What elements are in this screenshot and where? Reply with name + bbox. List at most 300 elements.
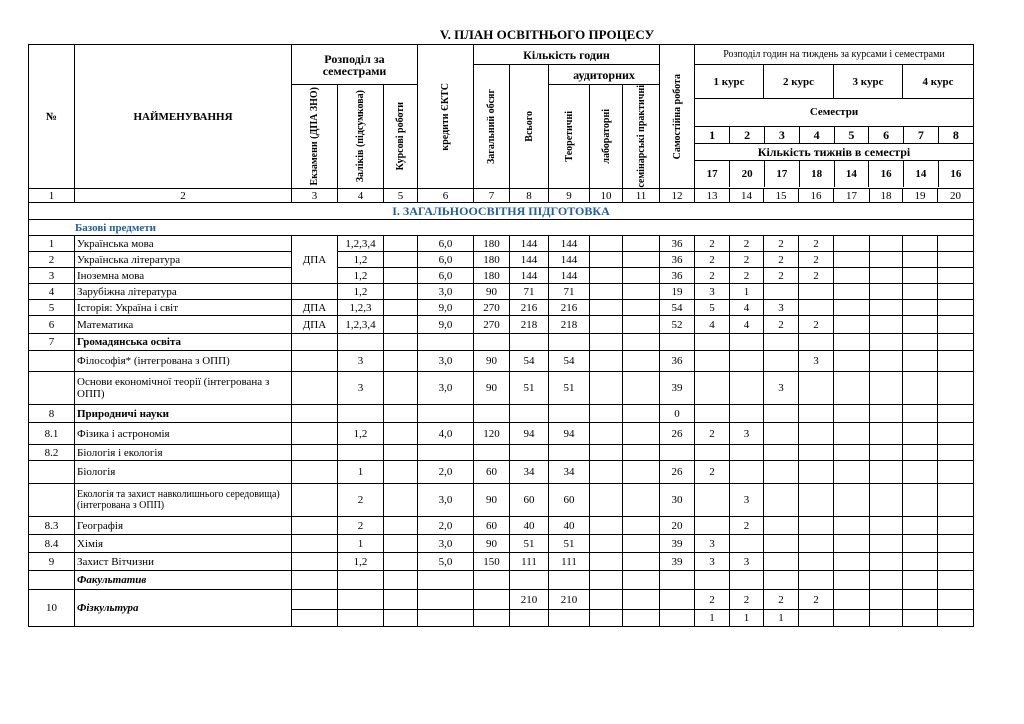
- semester-hours-cell: [834, 300, 870, 316]
- ects-cell: 3,0: [418, 372, 474, 405]
- theory-cell: 216: [549, 300, 590, 316]
- seminars-cell: [623, 484, 660, 517]
- semester-hours-cell: 2: [764, 268, 799, 284]
- header-labs: лабораторні: [590, 85, 623, 189]
- header-seminars: семінарські практичні: [623, 85, 660, 189]
- table-row: [29, 571, 974, 590]
- table-row: [29, 351, 974, 372]
- semester-hours-cell: [799, 300, 834, 316]
- coursework-cell: [384, 284, 418, 300]
- semester-hours-cell: 2: [695, 252, 730, 268]
- subject-name: Біологія і екологія: [75, 445, 292, 461]
- semester-hours-cell: [834, 517, 870, 535]
- independent-cell: 26: [660, 461, 695, 484]
- semester-weeks: 16: [869, 160, 904, 187]
- semester-block: [695, 99, 974, 189]
- subject-name: Географія: [75, 517, 292, 535]
- semester-hours-cell: [903, 405, 938, 423]
- semesters-label: Семестри: [695, 99, 973, 126]
- semester-hours-cell: [938, 535, 974, 553]
- pass-cell: 1,2: [338, 284, 384, 300]
- semester-hours-cell: [903, 517, 938, 535]
- all-cell: 71: [510, 284, 549, 300]
- seminars-cell: [623, 284, 660, 300]
- semester-hours-cell: [799, 372, 834, 405]
- exam-cell: [292, 517, 338, 535]
- seminars-cell: [623, 252, 660, 268]
- coursework-cell: [384, 461, 418, 484]
- pass-cell: 1,2,3,4: [338, 236, 384, 252]
- all-cell: [510, 445, 549, 461]
- row-number: [29, 351, 75, 372]
- semester-hours-cell: 1: [764, 610, 799, 627]
- all-cell: 51: [510, 535, 549, 553]
- theory-cell: 94: [549, 423, 590, 445]
- column-number: 5: [384, 189, 418, 203]
- header-weekly: Розподіл годин на тиждень за курсами і семестрами: [695, 45, 974, 65]
- ects-cell: 9,0: [418, 300, 474, 316]
- ects-cell: 9,0: [418, 316, 474, 334]
- independent-cell: 36: [660, 351, 695, 372]
- labs-cell: [590, 445, 623, 461]
- semester-hours-cell: [730, 461, 764, 484]
- exam-cell: [292, 461, 338, 484]
- seminars-cell: [623, 372, 660, 405]
- all-cell: 210: [510, 590, 549, 610]
- ects-cell: 6,0: [418, 252, 474, 268]
- theory-cell: 71: [549, 284, 590, 300]
- theory-cell: 51: [549, 372, 590, 405]
- semester-hours-cell: [834, 445, 870, 461]
- total-cell: 90: [474, 372, 510, 405]
- row-number: 10: [29, 590, 75, 627]
- exam-cell: ДПА: [292, 300, 338, 316]
- semester-hours-cell: [834, 268, 870, 284]
- column-number: 2: [75, 189, 292, 203]
- semester-hours-cell: [695, 445, 730, 461]
- semester-hours-cell: 3: [730, 423, 764, 445]
- independent-cell: 39: [660, 372, 695, 405]
- subject-name: Захист Вітчизни: [75, 553, 292, 571]
- all-cell: 54: [510, 351, 549, 372]
- semester-hours-cell: [764, 423, 799, 445]
- table-row: [29, 423, 974, 445]
- semester-hours-cell: [764, 405, 799, 423]
- semester-hours-cell: [870, 252, 903, 268]
- pass-cell: 1,2,3,4: [338, 316, 384, 334]
- semester-hours-cell: [799, 423, 834, 445]
- table-row: [29, 484, 974, 517]
- independent-cell: [660, 445, 695, 461]
- semester-hours-cell: 2: [695, 423, 730, 445]
- semester-hours-cell: [938, 236, 974, 252]
- semester-hours-cell: [870, 517, 903, 535]
- table-row: [29, 252, 974, 268]
- labs-cell: [590, 268, 623, 284]
- seminars-cell: [623, 236, 660, 252]
- semester-hours-cell: 3: [695, 284, 730, 300]
- labs-cell: [590, 334, 623, 351]
- theory-cell: 40: [549, 517, 590, 535]
- pass-cell: [338, 405, 384, 423]
- semester-weeks: 14: [834, 160, 869, 187]
- semester-hours-cell: 2: [764, 236, 799, 252]
- row-number: 8.1: [29, 423, 75, 445]
- table-row: [29, 316, 974, 334]
- semester-hours-cell: 3: [695, 553, 730, 571]
- row-number: 1: [29, 236, 75, 252]
- row-number: 3: [29, 268, 75, 284]
- theory-cell: 210: [549, 590, 590, 610]
- header-all: Всього: [510, 65, 549, 189]
- seminars-cell: [623, 535, 660, 553]
- semester-hours-cell: [834, 535, 870, 553]
- subject-name: Зарубіжна література: [75, 284, 292, 300]
- all-cell: 144: [510, 252, 549, 268]
- semester-hours-cell: [764, 484, 799, 517]
- pass-cell: 3: [338, 372, 384, 405]
- pass-cell: 1,2,3: [338, 300, 384, 316]
- column-number: 15: [764, 189, 799, 203]
- subject-name: Основи економічної теорії (інтегрована з ОПП): [75, 372, 292, 405]
- header-exams: Екзамени (ДПА ЗНО): [292, 85, 338, 189]
- semester-hours-cell: [764, 334, 799, 351]
- semester-hours-cell: 2: [695, 590, 730, 610]
- semester-hours-cell: [938, 553, 974, 571]
- semester-hours-cell: 5: [695, 300, 730, 316]
- theory-cell: 60: [549, 484, 590, 517]
- column-number: 16: [799, 189, 834, 203]
- column-number: 4: [338, 189, 384, 203]
- table-row: [29, 372, 974, 405]
- coursework-cell: [384, 268, 418, 284]
- semester-hours-cell: [834, 252, 870, 268]
- total-cell: [474, 445, 510, 461]
- semester-hours-cell: [938, 372, 974, 405]
- page-title: V. ПЛАН ОСВІТНЬОГО ПРОЦЕСУ: [439, 27, 655, 42]
- theory-cell: 34: [549, 461, 590, 484]
- semester-hours-cell: 1: [730, 610, 764, 627]
- semester-hours-cell: [938, 423, 974, 445]
- semester-hours-cell: [870, 405, 903, 423]
- semester-hours-cell: [938, 405, 974, 423]
- semester-hours-cell: [903, 236, 938, 252]
- semester-hours-cell: 3: [730, 553, 764, 571]
- labs-cell: [590, 484, 623, 517]
- total-cell: 150: [474, 553, 510, 571]
- coursework-cell: [384, 236, 418, 252]
- labs-cell: [590, 461, 623, 484]
- semester-hours-cell: 2: [799, 316, 834, 334]
- column-number: 12: [660, 189, 695, 203]
- seminars-cell: [623, 445, 660, 461]
- all-cell: 144: [510, 236, 549, 252]
- ects-cell: 6,0: [418, 268, 474, 284]
- exam-cell: [292, 445, 338, 461]
- all-cell: [510, 334, 549, 351]
- independent-cell: 30: [660, 484, 695, 517]
- semester-hours-cell: [903, 445, 938, 461]
- total-cell: 90: [474, 351, 510, 372]
- pass-cell: [338, 334, 384, 351]
- coursework-cell: [384, 535, 418, 553]
- semester-hours-cell: 2: [730, 236, 764, 252]
- table-row: [29, 461, 974, 484]
- column-number: 9: [549, 189, 590, 203]
- semester-hours-cell: 1: [730, 284, 764, 300]
- semester-hours-cell: [870, 372, 903, 405]
- theory-cell: 111: [549, 553, 590, 571]
- total-cell: [474, 334, 510, 351]
- theory-cell: 218: [549, 316, 590, 334]
- independent-cell: 39: [660, 535, 695, 553]
- semester-hours-cell: [764, 284, 799, 300]
- table-row: [29, 236, 974, 252]
- semester-hours-cell: [834, 372, 870, 405]
- semester-hours-cell: 2: [730, 590, 764, 610]
- coursework-cell: [384, 405, 418, 423]
- table-row: [29, 535, 974, 553]
- ects-cell: 2,0: [418, 517, 474, 535]
- independent-cell: 20: [660, 517, 695, 535]
- semester-hours-cell: [870, 268, 903, 284]
- ects-cell: 3,0: [418, 351, 474, 372]
- course-4: 4 курс: [903, 65, 974, 99]
- labs-cell: [590, 316, 623, 334]
- pass-cell: 1,2: [338, 268, 384, 284]
- theory-cell: 144: [549, 268, 590, 284]
- exam-cell: [292, 535, 338, 553]
- semester-hours-cell: [938, 351, 974, 372]
- optional-label: Факультатив: [75, 571, 292, 590]
- subject-name: Українська література: [75, 252, 292, 268]
- row-number: 2: [29, 252, 75, 268]
- independent-cell: 19: [660, 284, 695, 300]
- theory-cell: [549, 445, 590, 461]
- semester-hours-cell: [870, 284, 903, 300]
- table-row: [29, 334, 974, 351]
- semester-hours-cell: [870, 236, 903, 252]
- exam-dpa-merged: ДПА: [292, 236, 338, 284]
- column-number: 11: [623, 189, 660, 203]
- semester-hours-cell: 2: [730, 252, 764, 268]
- semester-hours-cell: [730, 405, 764, 423]
- semester-hours-cell: [903, 372, 938, 405]
- subject-name: Громадянська освіта: [75, 334, 292, 351]
- semester-hours-cell: [834, 334, 870, 351]
- semester-hours-cell: 2: [799, 252, 834, 268]
- semester-hours-cell: [903, 316, 938, 334]
- all-cell: 40: [510, 517, 549, 535]
- semester-hours-cell: [730, 535, 764, 553]
- total-cell: 90: [474, 484, 510, 517]
- column-number: 6: [418, 189, 474, 203]
- semester-hours-cell: [870, 461, 903, 484]
- total-cell: 120: [474, 423, 510, 445]
- labs-cell: [590, 236, 623, 252]
- row-number: 6: [29, 316, 75, 334]
- table-row: [29, 445, 974, 461]
- semester-hours-cell: [695, 351, 730, 372]
- seminars-cell: [623, 334, 660, 351]
- all-cell: 216: [510, 300, 549, 316]
- total-cell: [474, 405, 510, 423]
- labs-cell: [590, 252, 623, 268]
- seminars-cell: [623, 351, 660, 372]
- subject-name: Хімія: [75, 535, 292, 553]
- header-independent: Самостійна робота: [660, 45, 695, 189]
- exam-cell: [292, 334, 338, 351]
- labs-cell: [590, 351, 623, 372]
- coursework-cell: [384, 445, 418, 461]
- total-cell: 270: [474, 300, 510, 316]
- semester-hours-cell: [870, 351, 903, 372]
- semester-weeks: 18: [799, 160, 834, 187]
- semester-hours-cell: [903, 351, 938, 372]
- coursework-cell: [384, 334, 418, 351]
- semester-hours-cell: [764, 553, 799, 571]
- independent-cell: 54: [660, 300, 695, 316]
- semester-hours-cell: [870, 484, 903, 517]
- semester-hours-cell: 4: [730, 316, 764, 334]
- independent-cell: 52: [660, 316, 695, 334]
- semester-hours-cell: [903, 553, 938, 571]
- column-number: 13: [695, 189, 730, 203]
- semester-hours-cell: [870, 553, 903, 571]
- semester-hours-cell: [799, 535, 834, 553]
- semester-hours-cell: [834, 236, 870, 252]
- independent-cell: [660, 334, 695, 351]
- exam-cell: ДПА: [292, 316, 338, 334]
- semester-hours-cell: 2: [695, 236, 730, 252]
- ects-cell: 3,0: [418, 484, 474, 517]
- pass-cell: 2: [338, 484, 384, 517]
- semester-hours-cell: [870, 316, 903, 334]
- theory-cell: 54: [549, 351, 590, 372]
- semester-hours-cell: [799, 445, 834, 461]
- column-number: 7: [474, 189, 510, 203]
- all-cell: 218: [510, 316, 549, 334]
- seminars-cell: [623, 268, 660, 284]
- semester-hours-cell: [695, 484, 730, 517]
- semester-weeks: 14: [904, 160, 939, 187]
- semester-hours-cell: [938, 334, 974, 351]
- semester-hours-cell: [730, 351, 764, 372]
- semester-hours-cell: 2: [730, 517, 764, 535]
- subject-name: Філософія* (інтегрована з ОПП): [75, 351, 292, 372]
- semester-hours-cell: 3: [764, 372, 799, 405]
- all-cell: [510, 405, 549, 423]
- semester-hours-cell: 2: [799, 236, 834, 252]
- semester-hours-cell: [834, 284, 870, 300]
- table-row: [29, 300, 974, 316]
- independent-cell: 36: [660, 252, 695, 268]
- semester-hours-cell: [903, 423, 938, 445]
- seminars-cell: [623, 461, 660, 484]
- semester-hours-cell: [695, 334, 730, 351]
- exam-cell: [292, 423, 338, 445]
- seminars-cell: [623, 553, 660, 571]
- semester-hours-cell: 3: [695, 535, 730, 553]
- ects-cell: 6,0: [418, 236, 474, 252]
- pass-cell: 1,2: [338, 252, 384, 268]
- row-number: [29, 372, 75, 405]
- semester-hours-cell: [938, 284, 974, 300]
- total-cell: 270: [474, 316, 510, 334]
- ects-cell: [418, 445, 474, 461]
- education-plan-table: [28, 44, 974, 627]
- ects-cell: [418, 334, 474, 351]
- semester-hours-cell: [903, 484, 938, 517]
- table-row: [29, 517, 974, 535]
- labs-cell: [590, 517, 623, 535]
- header-total-volume: Загальний обсяг: [474, 65, 510, 189]
- semester-hours-cell: [903, 535, 938, 553]
- semester-hours-cell: [764, 535, 799, 553]
- subject-name: Математика: [75, 316, 292, 334]
- column-number: 19: [903, 189, 938, 203]
- subsection-base: Базові предмети: [29, 220, 974, 236]
- semester-number: 3: [765, 126, 800, 143]
- header-course-works: Курсові роботи: [384, 85, 418, 189]
- table-row: [29, 284, 974, 300]
- semester-hours-cell: [799, 334, 834, 351]
- semester-weeks: 17: [695, 160, 730, 187]
- semester-hours-cell: [799, 517, 834, 535]
- coursework-cell: [384, 423, 418, 445]
- labs-cell: [590, 405, 623, 423]
- semester-hours-cell: [730, 372, 764, 405]
- total-cell: 90: [474, 535, 510, 553]
- seminars-cell: [623, 423, 660, 445]
- column-number: 10: [590, 189, 623, 203]
- semester-hours-cell: 2: [764, 590, 799, 610]
- course-2: 2 курс: [764, 65, 834, 99]
- subject-name: Українська мова: [75, 236, 292, 252]
- labs-cell: [590, 284, 623, 300]
- pass-cell: 1,2: [338, 553, 384, 571]
- pass-cell: 1: [338, 535, 384, 553]
- semester-hours-cell: [834, 351, 870, 372]
- course-1: 1 курс: [695, 65, 764, 99]
- semester-hours-cell: [938, 484, 974, 517]
- pass-cell: 1: [338, 461, 384, 484]
- semester-hours-cell: [799, 405, 834, 423]
- subject-name: Екологія та захист навколишнього середовища) (інтегрована з ОПП): [75, 484, 292, 517]
- column-number: 3: [292, 189, 338, 203]
- semester-hours-cell: [764, 461, 799, 484]
- all-cell: 111: [510, 553, 549, 571]
- row-number: [29, 484, 75, 517]
- semester-hours-cell: 2: [730, 268, 764, 284]
- semester-number: 5: [834, 126, 869, 143]
- semester-hours-cell: 2: [799, 268, 834, 284]
- semester-hours-cell: [834, 484, 870, 517]
- semester-hours-cell: [799, 484, 834, 517]
- total-cell: 60: [474, 517, 510, 535]
- semester-hours-cell: [799, 553, 834, 571]
- semester-hours-cell: [938, 252, 974, 268]
- header-theory: Теоретичні: [549, 85, 590, 189]
- semester-hours-cell: [730, 334, 764, 351]
- independent-cell: 36: [660, 268, 695, 284]
- semester-hours-cell: 3: [799, 351, 834, 372]
- pass-cell: 3: [338, 351, 384, 372]
- semester-hours-cell: [903, 252, 938, 268]
- semester-number: 6: [869, 126, 904, 143]
- table-row: [29, 553, 974, 571]
- semester-hours-cell: [903, 461, 938, 484]
